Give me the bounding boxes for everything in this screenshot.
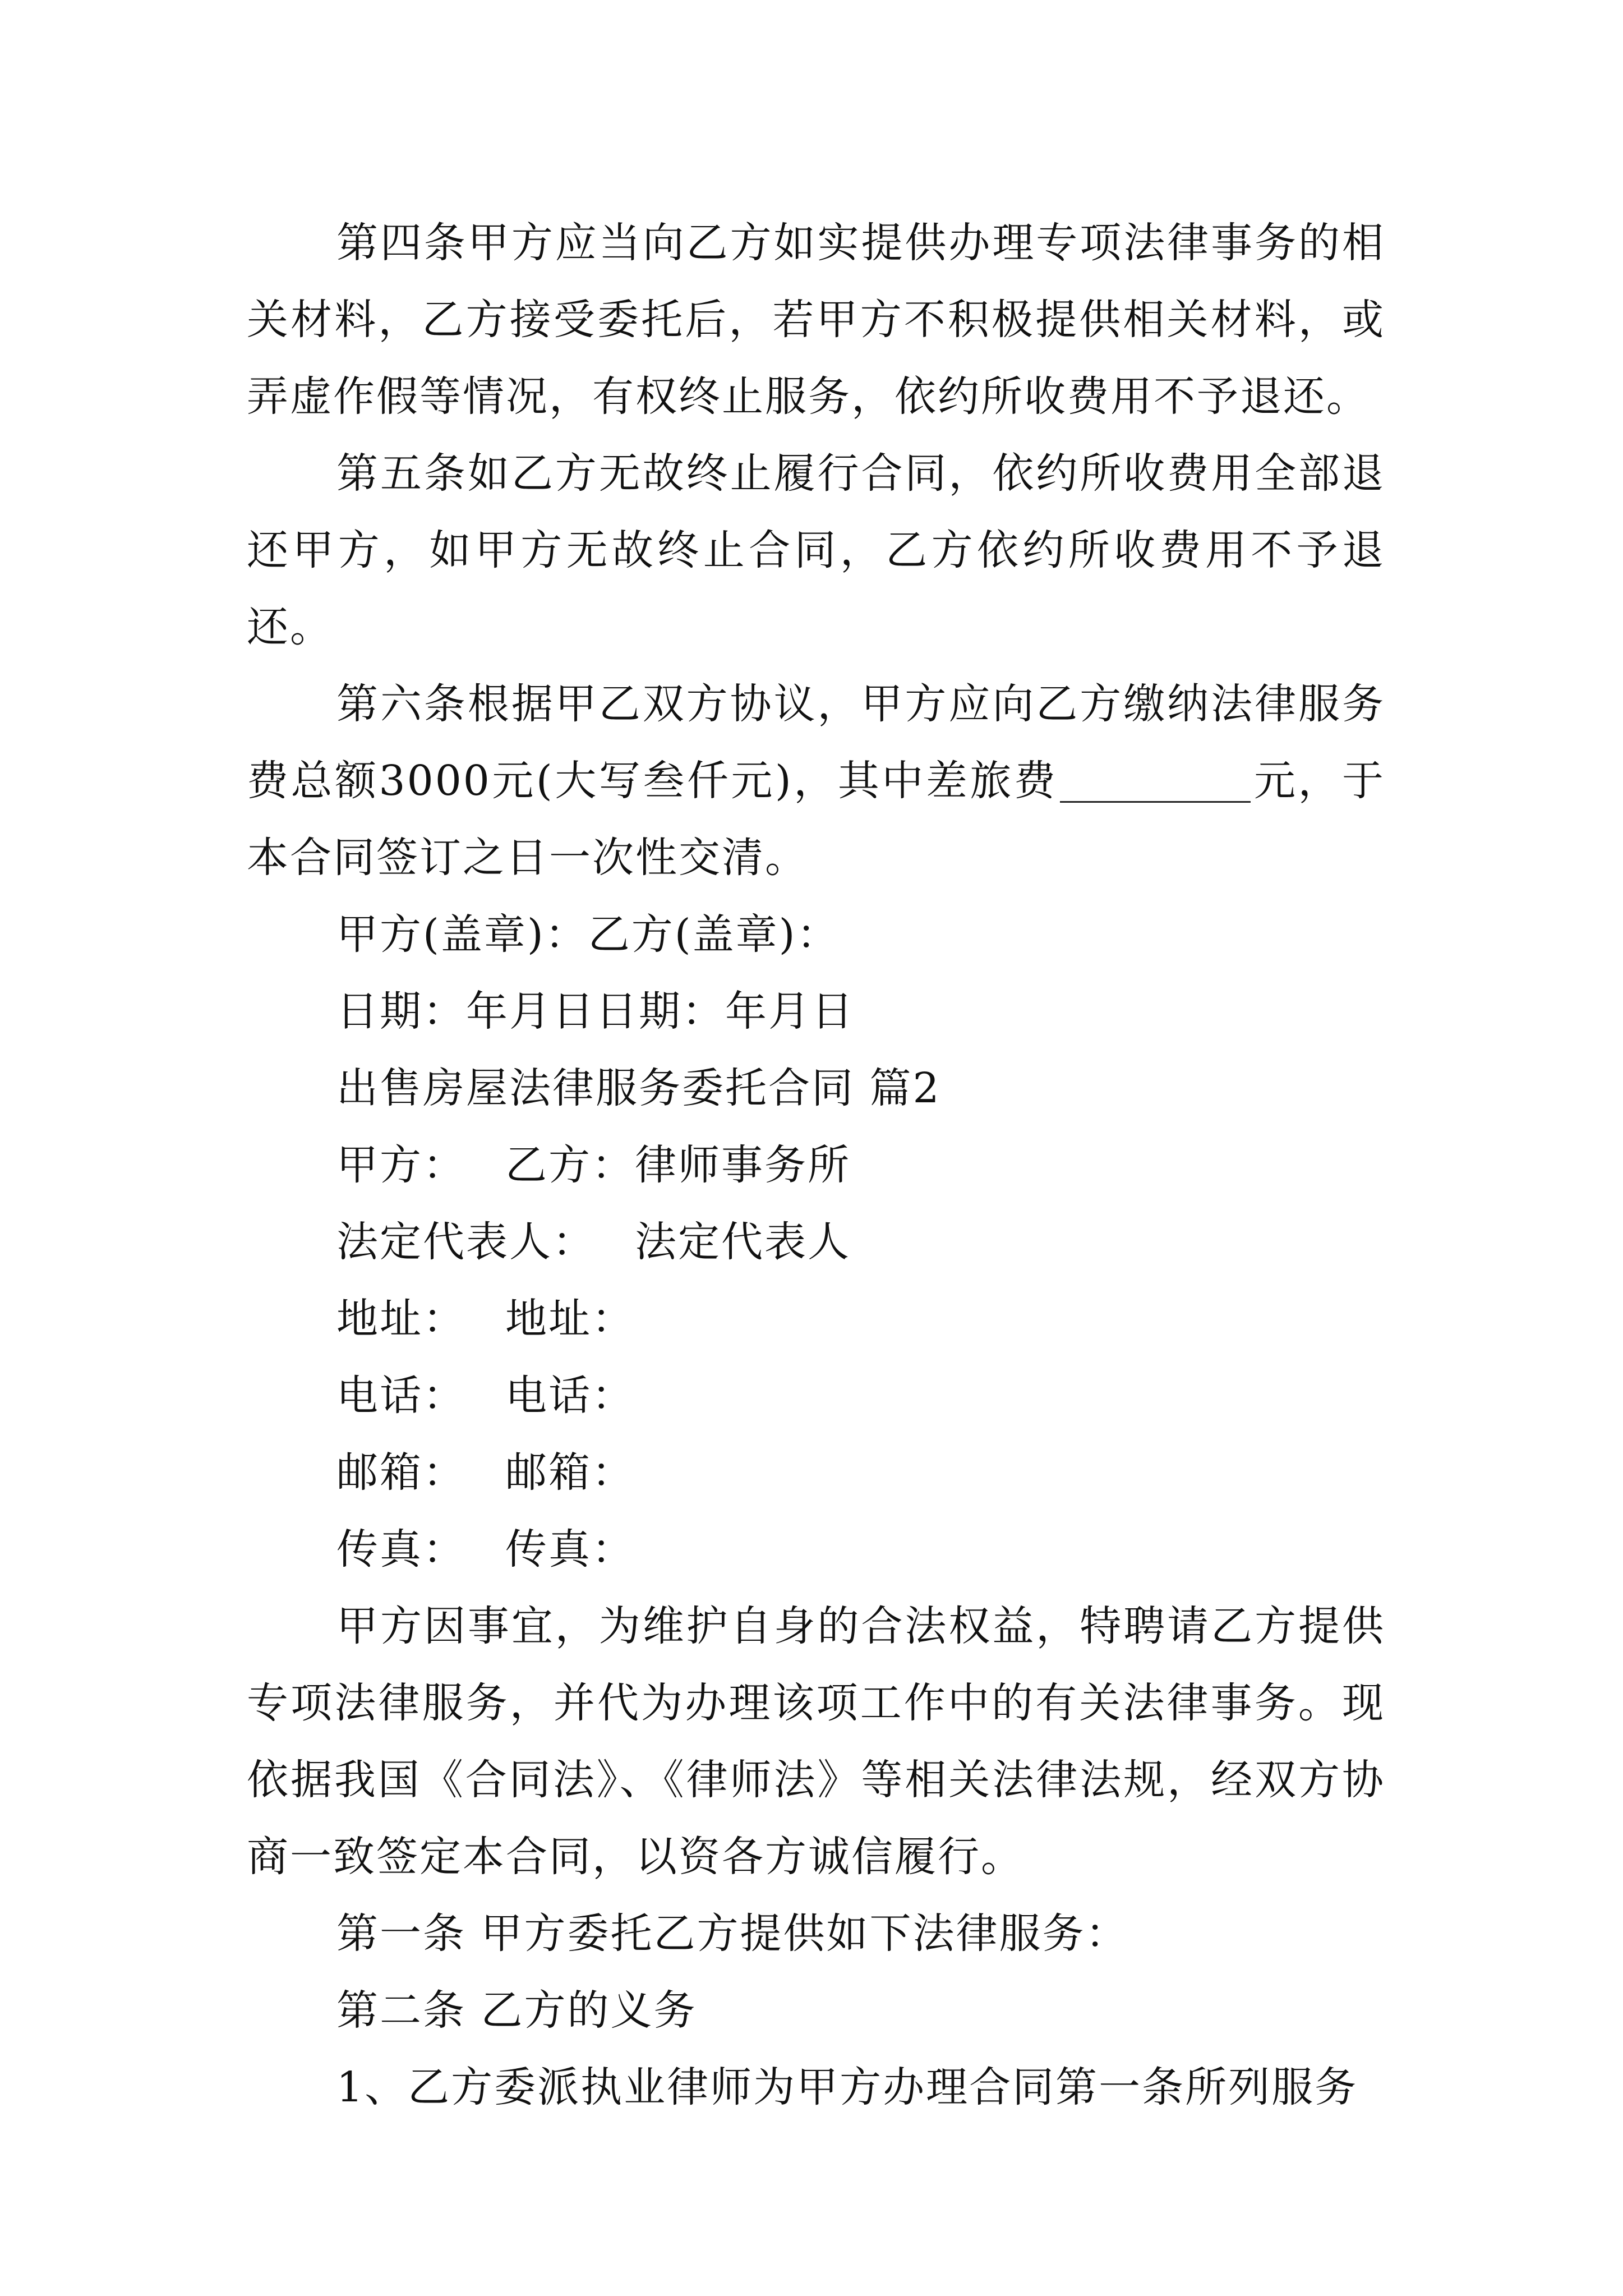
mail-a-label: 邮箱： <box>336 1448 466 1497</box>
clause-2-heading: 第二条 乙方的义务 <box>336 1986 697 2035</box>
clause-1-heading: 第一条 甲方委托乙方提供如下法律服务： <box>336 1910 1129 1958</box>
addr-a-label: 地址： <box>336 1295 466 1343</box>
address-line <box>247 1281 1385 1358</box>
intro-paragraph: 甲方因事宜，为维护自身的合法权益，特聘请乙方提供专项法律服务，并代为办理该项工作中的有关法律事务。现依据我国《合同法》、《律师法》等相关法律法规，经双方协商一致签定本合同，以资各方诚信履行。 <box>247 1602 1385 1881</box>
phone-line <box>247 1358 1385 1434</box>
fax-b-label: 传真： <box>505 1525 635 1573</box>
party-a-label: 甲方： <box>336 1141 466 1189</box>
tel-b-label: 电话： <box>505 1372 635 1420</box>
date-line: 日期：年月日日期：年月日 <box>336 987 855 1036</box>
travel-fee-blank <box>1060 756 1251 803</box>
mail-b-label: 邮箱： <box>505 1448 635 1497</box>
fax-line <box>247 1511 1385 1588</box>
article-6-text-end: 元，于本合同签订之日一次性交清。 <box>247 757 1385 882</box>
article-6-paragraph <box>247 666 1385 896</box>
party-b-label: 乙方：律师事务所 <box>505 1141 851 1189</box>
article-6-text-start: 第六条根据甲乙双方协议，甲方应向乙方缴纳法律服务费总额3000元(大写叁仟元)，其中差旅费 <box>247 680 1385 805</box>
tel-a-label: 电话： <box>336 1372 466 1420</box>
addr-b-label: 地址： <box>505 1295 635 1343</box>
document-body <box>247 205 1385 2126</box>
section-title: 出售房屋法律服务委托合同 篇2 <box>336 1064 941 1112</box>
article-4-paragraph: 第四条甲方应当向乙方如实提供办理专项法律事务的相关材料，乙方接受委托后，若甲方不积极提供相关材料，或弄虚作假等情况，有权终止服务，依约所收费用不予退还。 <box>247 219 1385 421</box>
email-line <box>247 1434 1385 1511</box>
article-5-paragraph: 第五条如乙方无故终止履行合同，依约所收费用全部退还甲方，如甲方无故终止合同，乙方依约所收费用不予退还。 <box>247 449 1385 651</box>
rep-a-label: 法定代表人： <box>336 1218 596 1266</box>
seal-line: 甲方(盖章)：乙方(盖章)： <box>336 910 840 959</box>
fax-a-label: 传真： <box>336 1525 466 1573</box>
representative-line <box>247 1204 1385 1281</box>
clause-2-item-1: 1、乙方委派执业律师为甲方办理合同第一条所列服务 <box>336 2063 1358 2111</box>
parties-line <box>247 1127 1385 1204</box>
rep-b-label: 法定代表人 <box>635 1218 851 1266</box>
